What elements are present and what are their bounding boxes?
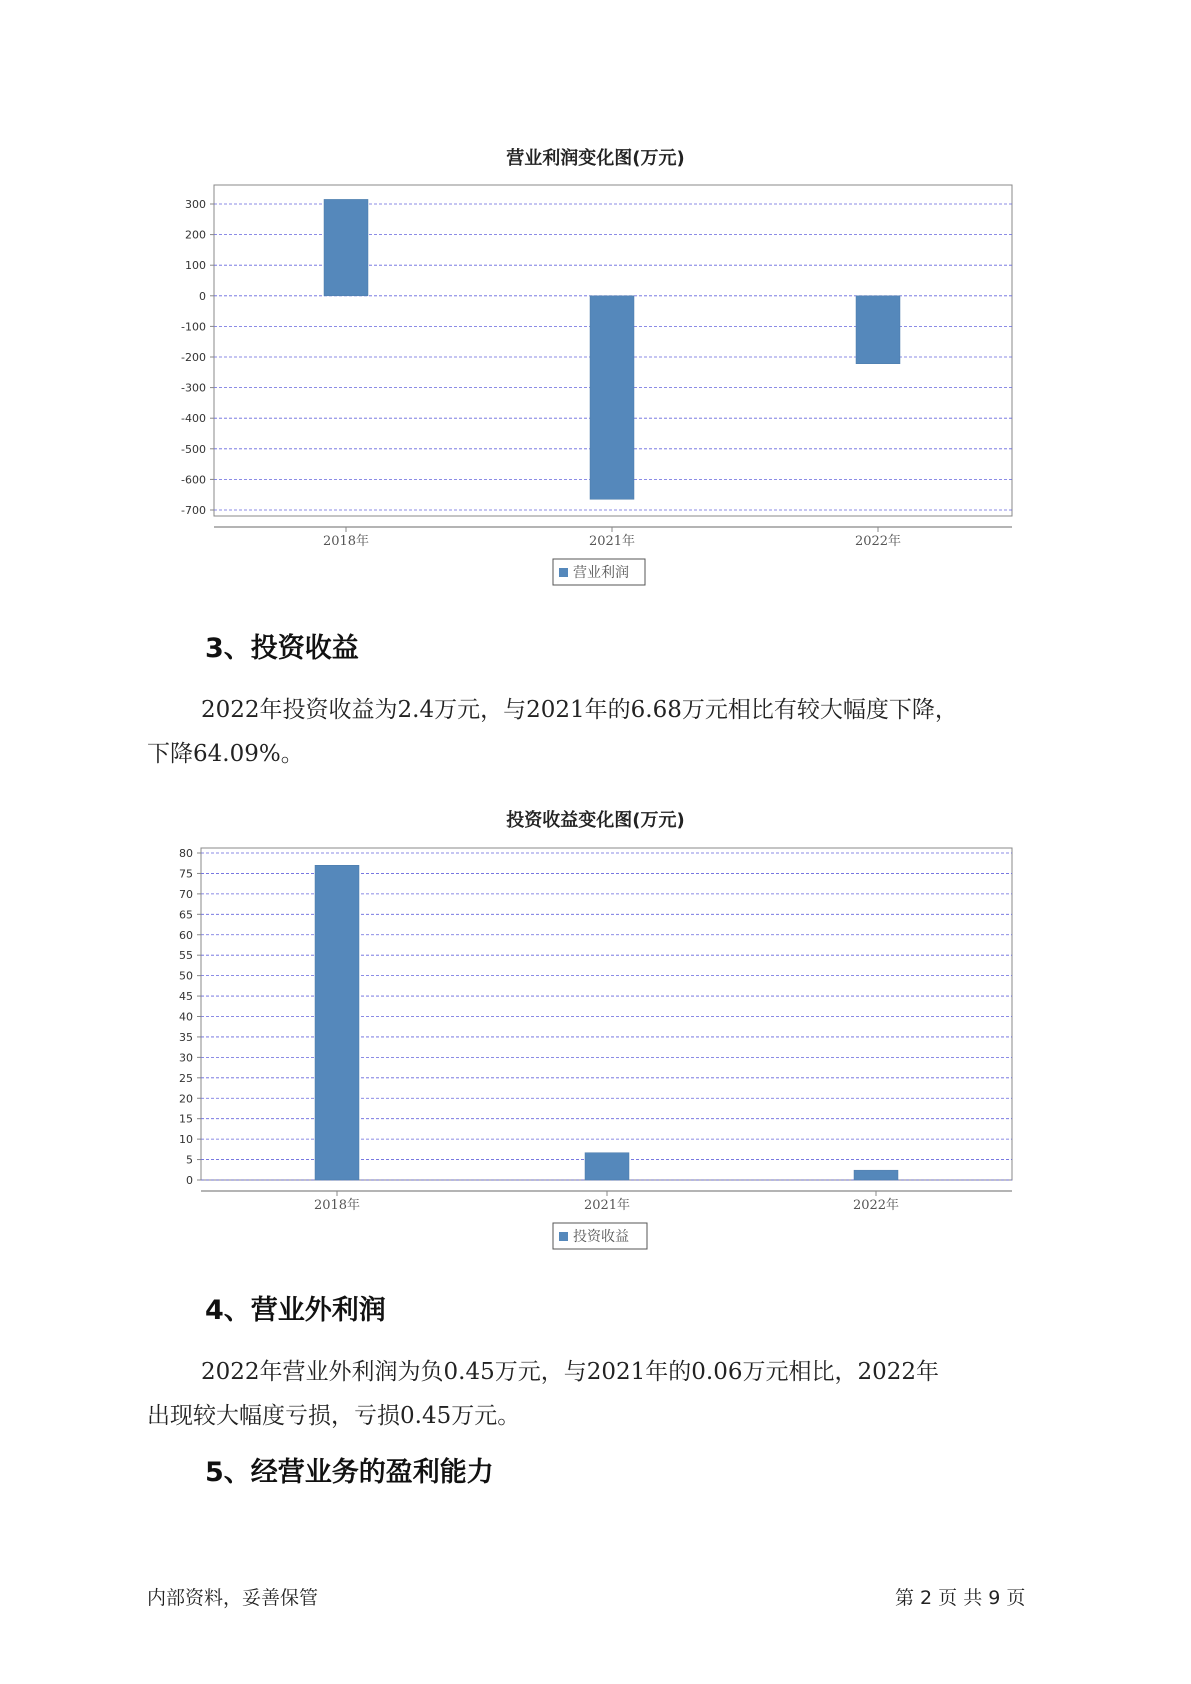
legend-swatch xyxy=(559,1232,568,1241)
chart1-title: 营业利润变化图(万元) xyxy=(506,148,685,169)
y-tick-label: 10 xyxy=(179,1133,193,1147)
section3-line1: 2022年投资收益为2.4万元，与2021年的6.68万元相比有较大幅度下降， xyxy=(201,697,958,723)
bar-2018年 xyxy=(315,865,359,1180)
y-tick-label: 20 xyxy=(179,1092,193,1106)
footer-confidential: 内部资料，妥善保管 xyxy=(147,1587,319,1609)
y-tick-label: 40 xyxy=(179,1010,193,1024)
y-tick-label: 65 xyxy=(179,908,193,922)
section3-line2: 下降64.09%。 xyxy=(147,741,304,767)
y-tick-label: 70 xyxy=(179,887,193,901)
y-tick-label: -600 xyxy=(181,473,206,487)
bar-2021年 xyxy=(585,1153,629,1180)
y-tick-label: -100 xyxy=(181,320,206,334)
y-tick-label: 35 xyxy=(179,1030,193,1044)
y-tick-label: 100 xyxy=(185,259,206,273)
y-tick-label: -500 xyxy=(181,442,206,456)
y-tick-label: 45 xyxy=(179,990,193,1004)
y-tick-label: 25 xyxy=(179,1071,193,1085)
y-tick-label: 75 xyxy=(179,867,193,881)
x-tick-label: 2021年 xyxy=(588,534,636,549)
y-tick-label: 60 xyxy=(179,928,193,942)
section4-line1: 2022年营业外利润为负0.45万元，与2021年的0.06万元相比，2022年 xyxy=(201,1359,940,1385)
x-tick-label: 2022年 xyxy=(854,534,902,549)
section5-heading: 5、经营业务的盈利能力 xyxy=(205,1457,494,1488)
section4-line2: 出现较大幅度亏损，亏损0.45万元。 xyxy=(147,1403,521,1429)
bar-2022年 xyxy=(854,1170,898,1180)
y-tick-label: -300 xyxy=(181,381,206,395)
y-tick-label: -700 xyxy=(181,504,206,517)
footer-page-number: 第 2 页 共 9 页 xyxy=(895,1587,1026,1609)
y-tick-label: 30 xyxy=(179,1051,193,1065)
y-tick-label: -200 xyxy=(181,351,206,364)
section4-heading: 4、营业外利润 xyxy=(205,1295,386,1326)
y-tick-label: 0 xyxy=(186,1174,193,1187)
x-tick-label: 2018年 xyxy=(313,1198,361,1213)
legend-label: 营业利润 xyxy=(573,565,629,581)
x-tick-label: 2021年 xyxy=(583,1198,631,1213)
y-tick-label: 55 xyxy=(179,949,193,963)
y-tick-label: 50 xyxy=(179,969,193,983)
chart2-title: 投资收益变化图(万元) xyxy=(506,810,685,831)
y-tick-label: 0 xyxy=(199,289,206,303)
section4-paragraph xyxy=(147,1350,1047,1438)
x-tick-label: 2022年 xyxy=(852,1198,900,1213)
y-tick-label: 15 xyxy=(179,1112,193,1126)
y-tick-label: 5 xyxy=(186,1153,193,1167)
y-tick-label: 80 xyxy=(179,847,193,860)
y-tick-label: -400 xyxy=(181,412,206,426)
y-tick-label: 200 xyxy=(185,228,206,242)
legend-label: 投资收益 xyxy=(573,1229,629,1245)
section3-heading: 3、投资收益 xyxy=(205,633,359,664)
x-tick-label: 2018年 xyxy=(322,534,370,549)
y-tick-label: 300 xyxy=(185,198,206,211)
